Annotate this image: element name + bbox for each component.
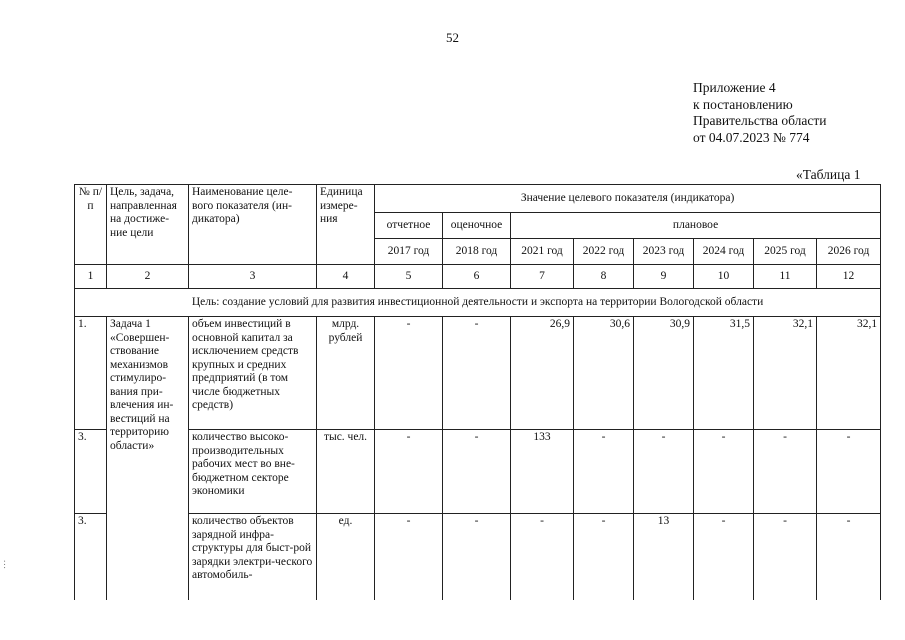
header-indicator: Наименование целе-вого показателя (ин-дикатора) bbox=[189, 185, 317, 265]
column-number: 4 bbox=[317, 265, 375, 289]
header-estimated: оценочное bbox=[443, 213, 511, 239]
header-planned: плановое bbox=[511, 213, 881, 239]
indicator-name: количество объектов зарядной инфра-структуры для быст-рой зарядки электри-ческого автомобиль- bbox=[189, 514, 317, 600]
column-number-row bbox=[75, 265, 881, 289]
column-number: 6 bbox=[443, 265, 511, 289]
row-number: 3. bbox=[75, 514, 107, 600]
year-header: 2021 год bbox=[511, 239, 574, 265]
row-number: 1. bbox=[75, 317, 107, 430]
header-unit: Единица измере-ния bbox=[317, 185, 375, 265]
year-header: 2022 год bbox=[574, 239, 634, 265]
year-header: 2026 год bbox=[817, 239, 881, 265]
value-2021: 26,9 bbox=[511, 317, 574, 430]
value-2023: - bbox=[634, 430, 694, 514]
column-number: 5 bbox=[375, 265, 443, 289]
indicator-name: объем инвестиций в основной капитал за исключением средств крупных и средних предприятий (в том числе бюджетных средств) bbox=[189, 317, 317, 430]
column-number: 1 bbox=[75, 265, 107, 289]
year-header: 2023 год bbox=[634, 239, 694, 265]
task-cell: Задача 1 «Совершен-ствование механизмов стимулиро-вания при-влечения ин-вестиций на территорию области» bbox=[107, 317, 189, 600]
unit: тыс. чел. bbox=[317, 430, 375, 514]
appendix-line-4: от 04.07.2023 № 774 bbox=[693, 129, 810, 145]
header-value: Значение целевого показателя (индикатора) bbox=[375, 185, 881, 213]
row-number: 3. bbox=[75, 430, 107, 514]
value-2025: - bbox=[754, 430, 817, 514]
table-row bbox=[75, 430, 881, 514]
indicators-table bbox=[74, 184, 881, 600]
column-number: 9 bbox=[634, 265, 694, 289]
table-row bbox=[75, 514, 881, 600]
year-header: 2018 год bbox=[443, 239, 511, 265]
value-2025: 32,1 bbox=[754, 317, 817, 430]
column-number: 7 bbox=[511, 265, 574, 289]
goal-row bbox=[75, 289, 881, 317]
value-2017: - bbox=[375, 514, 443, 600]
page-number: 52 bbox=[446, 30, 459, 45]
value-2017: - bbox=[375, 317, 443, 430]
value-2025: - bbox=[754, 514, 817, 600]
year-header: 2025 год bbox=[754, 239, 817, 265]
value-2024: - bbox=[694, 430, 754, 514]
year-header: 2017 год bbox=[375, 239, 443, 265]
value-2023: 30,9 bbox=[634, 317, 694, 430]
value-2026: - bbox=[817, 430, 881, 514]
header-goal: Цель, задача, направленная на достиже-ние цели bbox=[107, 185, 189, 265]
value-2022: 30,6 bbox=[574, 317, 634, 430]
column-number: 12 bbox=[817, 265, 881, 289]
value-2018: - bbox=[443, 317, 511, 430]
value-2018: - bbox=[443, 514, 511, 600]
value-2018: - bbox=[443, 430, 511, 514]
appendix-line-2: к постановлению bbox=[693, 96, 793, 112]
column-number: 10 bbox=[694, 265, 754, 289]
table-title: «Таблица 1 bbox=[796, 167, 861, 182]
goal-text: Цель: создание условий для развития инвестиционной деятельности и экспорта на территории Вологодской области bbox=[75, 289, 881, 317]
value-2017: - bbox=[375, 430, 443, 514]
indicator-name: количество высоко-производительных рабочих мест во вне-бюджетном секторе экономики bbox=[189, 430, 317, 514]
value-2022: - bbox=[574, 514, 634, 600]
unit: ед. bbox=[317, 514, 375, 600]
value-2026: - bbox=[817, 514, 881, 600]
value-2026: 32,1 bbox=[817, 317, 881, 430]
table-row bbox=[75, 317, 881, 430]
value-2024: 31,5 bbox=[694, 317, 754, 430]
unit: млрд. рублей bbox=[317, 317, 375, 430]
column-number: 2 bbox=[107, 265, 189, 289]
value-2023: 13 bbox=[634, 514, 694, 600]
appendix-line-1: Приложение 4 bbox=[693, 80, 776, 95]
value-2021: - bbox=[511, 514, 574, 600]
header-num: № п/п bbox=[75, 185, 107, 265]
column-number: 11 bbox=[754, 265, 817, 289]
appendix-header bbox=[693, 80, 826, 146]
year-header: 2024 год bbox=[694, 239, 754, 265]
value-2022: - bbox=[574, 430, 634, 514]
value-2021: 133 bbox=[511, 430, 574, 514]
header-reported: отчетное bbox=[375, 213, 443, 239]
column-number: 3 bbox=[189, 265, 317, 289]
side-mark: ... bbox=[2, 560, 12, 570]
value-2024: - bbox=[694, 514, 754, 600]
header-row-1 bbox=[75, 185, 881, 213]
column-number: 8 bbox=[574, 265, 634, 289]
appendix-line-3: Правительства области bbox=[693, 113, 827, 128]
